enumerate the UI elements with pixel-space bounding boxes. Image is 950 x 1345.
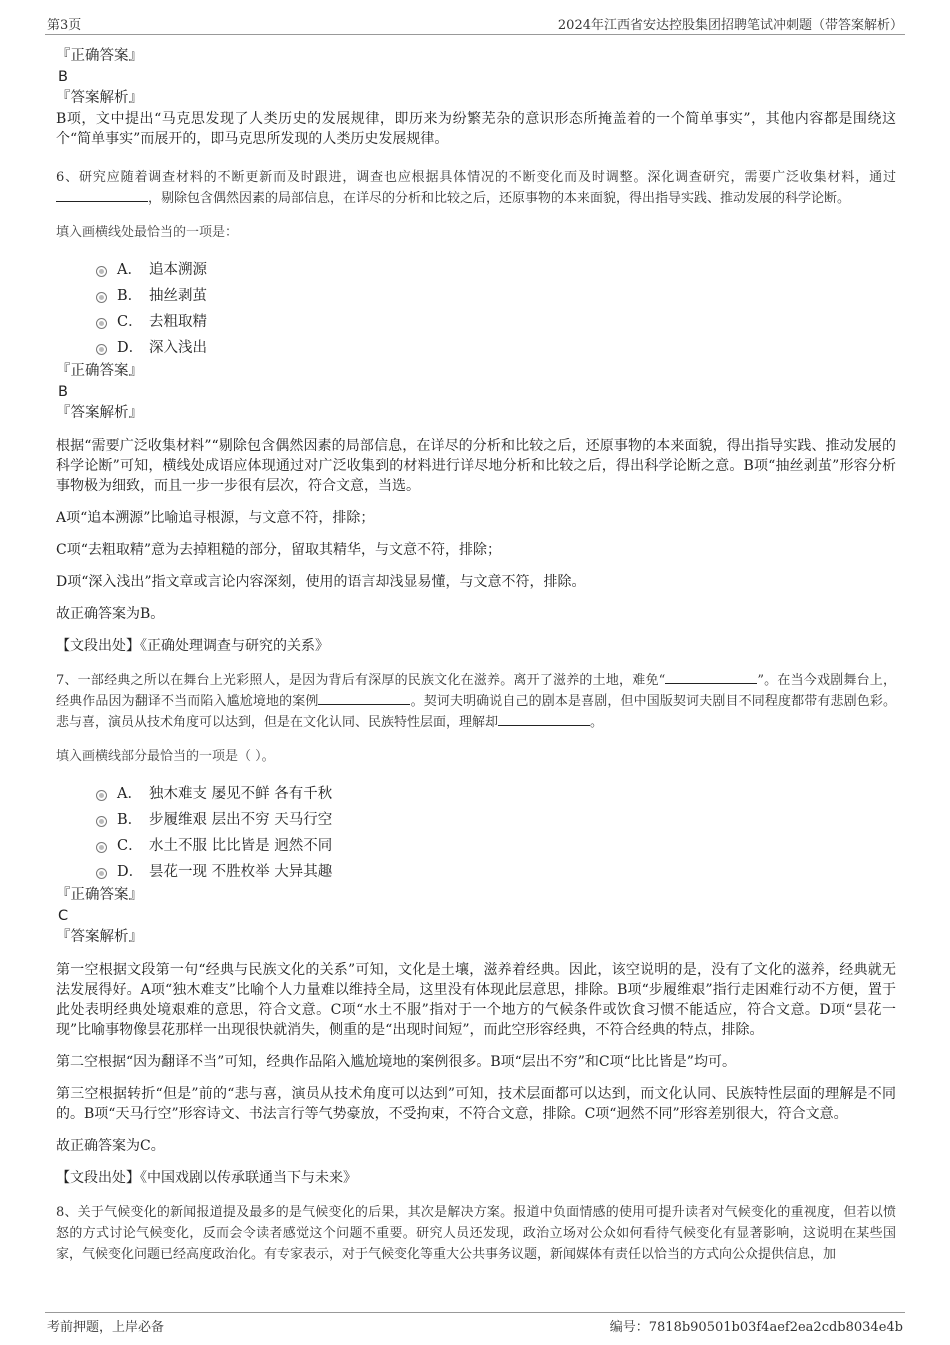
radio-icon[interactable]: [96, 842, 107, 853]
analysis-paragraph: C项“去粗取精”意为去掉粗糙的部分，留取其精华，与文意不符，排除；: [56, 542, 502, 558]
fill-blank: [318, 692, 410, 705]
option-a[interactable]: A． 独木难支 屡见不鲜 各有千秋: [96, 781, 896, 807]
source-citation: 【文段出处】《中国戏剧以传承联通当下与未来》: [56, 1170, 357, 1186]
analysis-paragraph: A项“追本溯源”比喻追寻根源，与文意不符，排除；: [56, 510, 375, 526]
analysis-label: 『答案解析』: [56, 405, 143, 421]
option-c[interactable]: C． 水土不服 比比皆是 迥然不同: [96, 833, 896, 859]
question-8-text: 8、关于气候变化的新闻报道提及最多的是气候变化的后果，其次是解决方案。报道中负面情感的使用可提升读者对气候变化的重视度，但若以愤怒的方式讨论气候变化，反而会令读者感觉这个问题不重要。研究人员还发现，政治立场对公众如何看待气候变化有显著影响，这说明在某些国家，气候变化问题已经高度政治化。有专家表示，对于气候变化等重大公共事务议题，新闻媒体有责任以恰当的方式向公众提供信息，加: [56, 1205, 896, 1262]
radio-icon[interactable]: [96, 344, 107, 355]
analysis-paragraph: 第一空根据文段第一句“经典与民族文化的关系”可知，文化是土壤，滋养着经典。因此，该空说明的是，没有了文化的滋养，经典就无法发展得好。A项“独木难支”比喻个人力量难以维持全局，这里没有体现此层意思，排除。B项“步履维艰”指行走困难行动不方便，置于此处表明经典处境艰难的意思，符合文意。C项“水土不服”指对于一个地方的气候条件或饮食习惯不能适应，符合文意。D项“昙花一现”比喻事物像昙花那样一出现很快就消失，侧重的是“出现时间短”，而此空形容经典，不符合经典的特点，排除。: [56, 962, 896, 1038]
analysis-text: B项，文中提出“马克思发现了人类历史的发展规律，即历来为纷繁芜杂的意识形态所掩盖着的一个简单事实”，其他内容都是围绕这个“简单事实”而展开的，即马克思所发现的人类历史发展规律。: [56, 111, 896, 147]
radio-icon[interactable]: [96, 266, 107, 277]
document-body: [56, 46, 896, 1265]
document-title: 2024年江西省安达控股集团招聘笔试冲刺题（带答案解析）: [557, 18, 903, 33]
radio-icon[interactable]: [96, 868, 107, 879]
question-7-text: 7、一部经典之所以在舞台上光彩照人，是因为背后有深厚的民族文化在滋养。离开了滋养的土地，难免“ ”。在当今戏剧舞台上，经典作品因为翻译不当而陷入尴尬境地的案例 。契诃夫明确说自己的剧本是喜剧，但中国版契诃夫剧目不同程度都带有悲剧色彩。悲与喜，演员从技术角度可以达到，但是在文化认同、民族特性层面，理解却 。: [56, 673, 896, 730]
correct-answer-value: C: [58, 908, 69, 924]
correct-answer-value: B: [58, 384, 68, 400]
analysis-label: 『答案解析』: [56, 90, 143, 106]
page-footer: [45, 1312, 905, 1335]
fill-blank: [498, 713, 590, 726]
correct-answer-value: B: [58, 69, 68, 85]
source-citation: 【文段出处】《正确处理调查与研究的关系》: [56, 638, 329, 654]
analysis-paragraph: 第三空根据转折“但是”前的“悲与喜，演员从技术角度可以达到”可知，技术层面都可以达到，而文化认同、民族特性层面的理解是不同的。B项“天马行空”形容诗文、书法言行等气势豪放，不受拘束，不符合文意，排除。C项“迥然不同”形容差别很大，符合文意。: [56, 1086, 896, 1122]
option-b[interactable]: B． 抽丝剥茧: [96, 283, 896, 309]
option-b[interactable]: B． 步履维艰 层出不穷 天马行空: [96, 807, 896, 833]
question-6-prompt: 填入画横线处最恰当的一项是：: [56, 225, 239, 240]
analysis-label: 『答案解析』: [56, 929, 143, 945]
question-7-options: [56, 781, 896, 885]
option-d[interactable]: D． 昙花一现 不胜枚举 大异其趣: [96, 859, 896, 885]
document-id: 编号：7818b90501b03f4aef2ea2cdb8034e4b: [609, 1320, 903, 1335]
analysis-paragraph: 故正确答案为C。: [56, 1138, 165, 1154]
analysis-paragraph: 根据“需要广泛收集材料”“剔除包含偶然因素的局部信息，在详尽的分析和比较之后，还原事物的本来面貌，得出指导实践、推动发展的科学论断”可知，横线处成语应体现通过对广泛收集到的材料进行详尽地分析和比较之后，得出科学论断之意。B项“抽丝剥茧”形容分析事物极为细致，而且一步一步很有层次，符合文意，当选。: [56, 438, 896, 494]
page-number: 第3页: [47, 18, 82, 33]
option-c[interactable]: C． 去粗取精: [96, 309, 896, 335]
fill-blank: [56, 189, 148, 202]
analysis-paragraph: 第二空根据“因为翻译不当”可知，经典作品陷入尴尬境地的案例很多。B项“层出不穷”和C项“比比皆是”均可。: [56, 1054, 736, 1070]
correct-answer-label: 『正确答案』: [56, 48, 143, 64]
radio-icon[interactable]: [96, 790, 107, 801]
radio-icon[interactable]: [96, 292, 107, 303]
question-7-prompt: 填入画横线部分最恰当的一项是（ ）。: [56, 749, 275, 764]
footer-slogan: 考前押题，上岸必备: [47, 1320, 165, 1335]
analysis-paragraph: D项“深入浅出”指文章或言论内容深刻，使用的语言却浅显易懂，与文意不符，排除。: [56, 574, 586, 590]
question-6-options: [56, 257, 896, 361]
correct-answer-label: 『正确答案』: [56, 887, 143, 903]
correct-answer-label: 『正确答案』: [56, 363, 143, 379]
radio-icon[interactable]: [96, 318, 107, 329]
question-6-text: 6、研究应随着调查材料的不断更新而及时跟进，调查也应根据具体情况的不断变化而及时调整。深化调查研究，需要广泛收集材料，通过，剔除包含偶然因素的局部信息，在详尽的分析和比较之后，还原事物的本来面貌，得出指导实践、推动发展的科学论断。: [56, 170, 896, 206]
analysis-paragraph: 故正确答案为B。: [56, 606, 165, 622]
option-a[interactable]: A． 追本溯源: [96, 257, 896, 283]
page-header: [45, 12, 905, 35]
radio-icon[interactable]: [96, 816, 107, 827]
fill-blank: [665, 671, 757, 684]
option-d[interactable]: D． 深入浅出: [96, 335, 896, 361]
